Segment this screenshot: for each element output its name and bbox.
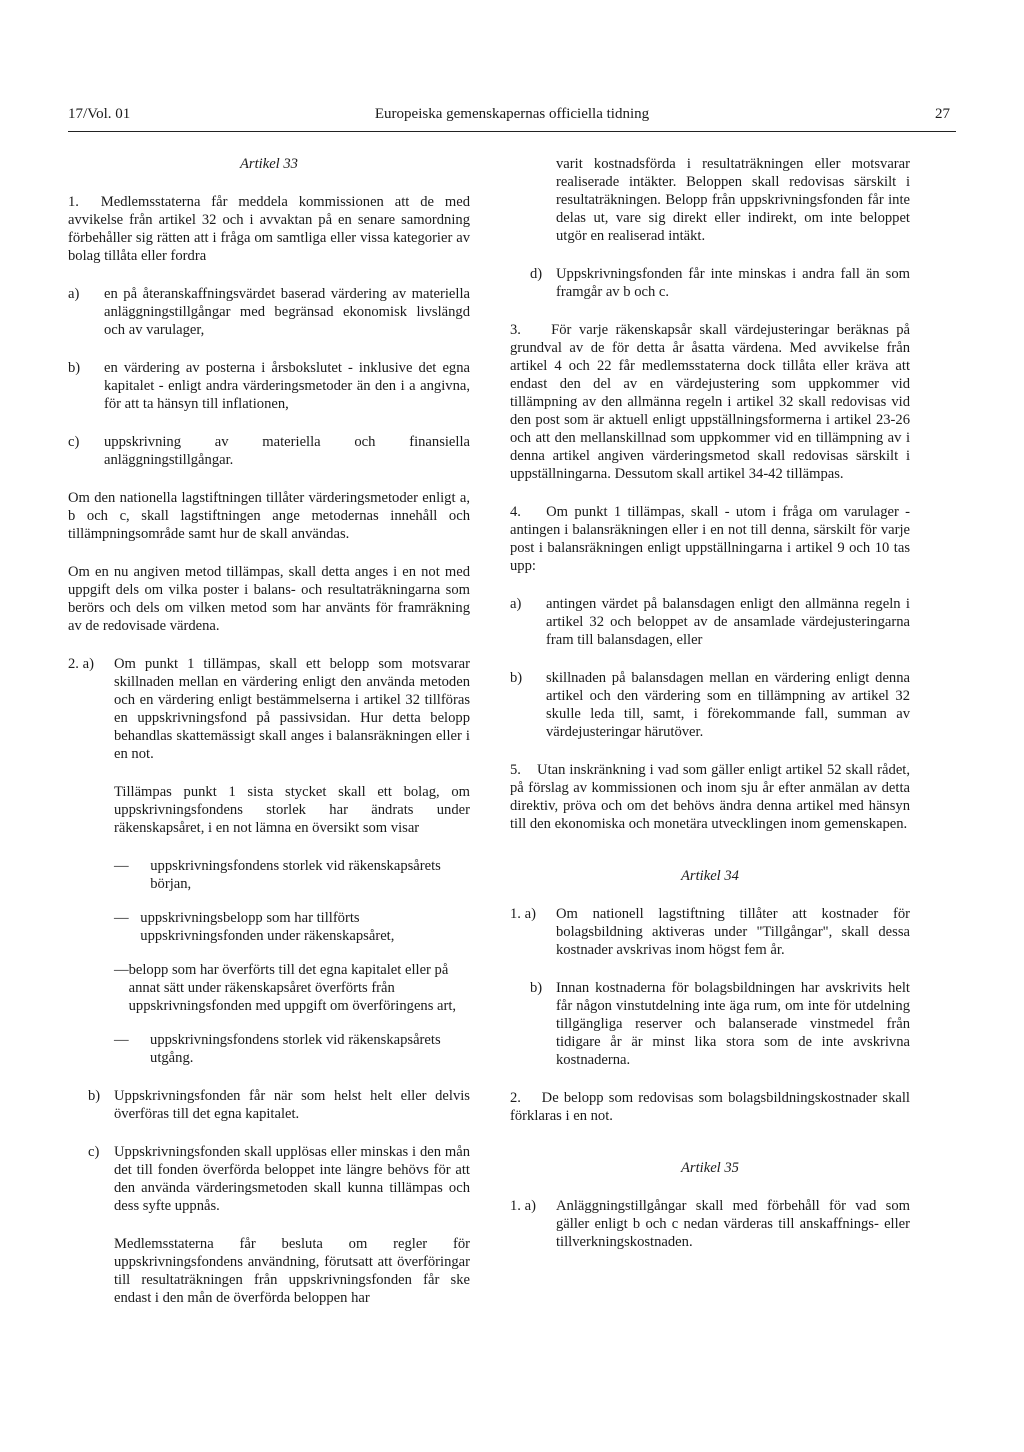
dash-item — [114, 1031, 470, 1067]
dash-text: uppskrivningsbelopp som har tillförts uppskrivningsfonden under räkenskapsåret, — [140, 910, 395, 944]
art33-para-2b — [88, 1087, 470, 1123]
item-label: c) — [68, 434, 80, 450]
item-text: Uppskrivningsfonden skall upplösas eller minskas i den mån det till fonden överförda beloppet inte längre behövs för att den använda värderingsmetoden skall kunna tillämpas och dess syfte uppnås. — [114, 1144, 470, 1214]
item-text: Uppskrivningsfonden får inte minskas i andra fall än som framgår av b och c. — [556, 266, 910, 300]
para-text: Om punkt 1 tillämpas, skall - utom i fråga om varulager - antingen i balansräkningen eller i en not till denna, särskilt för varje post i balansräkningen enligt uppställningarna i artikel 9 och 10 tas upp: — [510, 504, 911, 574]
item-label: 1. a) — [510, 906, 536, 922]
item-label: 2. a) — [68, 656, 94, 672]
dash-marker: — — [114, 1032, 129, 1048]
item-label: b) — [510, 670, 523, 686]
item-text: Innan kostnaderna för bolagsbildningen har avskrivits helt får någon vinstutdelning inte äga rum, om inte för utdelning tillgängliga reserver och balanserade vinstmedel från tidigare år är minst lika stora som de inte avskrivna kostnaderna. — [556, 980, 910, 1068]
para-number: 2. — [510, 1090, 521, 1106]
art33-item-c — [68, 433, 470, 469]
header-rule — [68, 131, 956, 132]
para-text: Utan inskränkning i vad som gäller enligt artikel 52 skall rådet, på förslag av kommissionen och inom sju år efter anmälan av detta direktiv, pröva och om det behövs ändra denna artikel med hänsyn till den ekonomiska och monetära utvecklingen inom gemenskapen. — [510, 762, 910, 832]
left-column — [68, 155, 470, 1327]
art33-para-5 — [510, 761, 910, 833]
art33-para-4 — [510, 503, 910, 575]
article-35-heading: Artikel 35 — [681, 1160, 739, 1176]
item-text: uppskrivning av materiella och finansiella anläggningstillgångar. — [104, 434, 470, 468]
para-text: Medlemsstaterna får meddela kommissionen att de med avvikelse från artikel 32 och i avvaktan på en senare samordning förbehåller sig rätten att i fråga om samtliga eller vissa kategorier av bolag tillåta eller fordra — [68, 194, 470, 264]
journal-title: Europeiska gemenskapernas officiella tidning — [374, 106, 650, 122]
dash-marker: — — [114, 910, 129, 926]
item-label: b) — [88, 1088, 101, 1104]
item-text: Anläggningstillgångar skall med förbehåll för vad som gäller enligt b och c nedan värderas till anskaffnings- eller tillverkningskostnaden. — [556, 1198, 910, 1250]
para-number: 4. — [510, 504, 521, 520]
para-number: 5. — [510, 762, 521, 778]
item-label: d) — [530, 266, 543, 282]
dash-item — [114, 961, 470, 1015]
item-label: a) — [68, 286, 80, 302]
article-33-heading: Artikel 33 — [240, 156, 298, 172]
continued-text: varit kostnadsförda i resultaträkningen eller motsvarar realiserade intäkter. Beloppen skall redovisas särskilt i resultaträkningen. Belopp från uppskrivningsfonden får inte delas ut, vare sig direkt eller indirekt, om inte beloppet utgör en realiserad intäkt. — [556, 156, 910, 244]
art33-item-b — [68, 359, 470, 413]
dash-text: uppskrivningsfondens storlek vid räkenskapsårets utgång. — [150, 1032, 441, 1066]
art33-item-a — [68, 285, 470, 339]
article-34-heading: Artikel 34 — [681, 868, 739, 884]
item-label: b) — [530, 980, 543, 996]
dash-item — [114, 857, 470, 893]
right-column — [510, 155, 910, 1271]
art33-para-1 — [68, 193, 470, 265]
item-text: skillnaden på balansdagen mellan en värdering enligt denna artikel och den värdering som en tillämpning av artikel 32 skulle leda till, samt, i förekommande fall, summan av värdejusteringar härutöver. — [546, 670, 910, 740]
item-text: en värdering av posterna i årsbokslutet - inklusive det egna kapitalet - enligt andra värderingsmetoder än den i a angivna, för att ta hänsyn till inflationen, — [104, 360, 470, 412]
page-header — [68, 106, 956, 128]
art34-para-1a — [510, 905, 910, 959]
art33-para-2d — [530, 265, 910, 301]
item-label: c) — [88, 1144, 100, 1160]
item-text: en på återanskaffningsvärdet baserad värdering av materiella anläggningstillgångar med begränsad ekonomisk livslängd och av varulager, — [104, 286, 470, 338]
page-number: 27 — [935, 106, 950, 122]
item-text: Om punkt 1 tillämpas, skall ett belopp som motsvarar skillnaden mellan en värdering enligt den använda metoden och en värdering enligt bestämmelserna i artikel 32 tillföras en uppskrivningsfond på passivsidan. Hur detta belopp behandlas skattemässigt skall anges i balansräkningen eller i en not. — [114, 656, 470, 762]
art33-para-2a-sub: Tillämpas punkt 1 sista stycket skall ett bolag, om uppskrivningsfondens storlek har ändrats under räkenskapsåret, i en not lämna en översikt som visar — [114, 784, 470, 836]
item-text: Om nationell lagstiftning tillåter att kostnader för bolagsbildning aktiveras under "Tillgångar", skall dessa kostnader avskrivas inom högst fem år. — [556, 906, 910, 958]
item-label: b) — [68, 360, 81, 376]
art33-para-2c — [88, 1143, 470, 1215]
art33-para-4a — [510, 595, 910, 649]
art33-para-method-note: Om en nu angiven metod tillämpas, skall detta anges i en not med uppgift dels om vilka poster i balans- och resultaträkningarna som berörs och dels om vilken metod som har använts för framräkning av de redovisade värdena. — [68, 564, 470, 634]
art33-para-3 — [510, 321, 910, 483]
item-label: a) — [510, 596, 522, 612]
art34-para-2 — [510, 1089, 910, 1125]
art34-para-1b — [530, 979, 910, 1069]
dash-item — [114, 909, 470, 945]
art33-para-2a — [68, 655, 470, 763]
dash-text: uppskrivningsfondens storlek vid räkenskapsårets början, — [150, 858, 441, 892]
item-label: 1. a) — [510, 1198, 536, 1214]
art33-para-national-law: Om den nationella lagstiftningen tillåter värderingsmetoder enligt a, b och c, skall lagstiftningen ange metodernas innehåll och tillämpningsområde samt hur de skall användas. — [68, 490, 470, 542]
para-number: 3. — [510, 322, 521, 338]
item-text: Uppskrivningsfonden får när som helst helt eller delvis överföras till det egna kapitalet. — [114, 1088, 470, 1122]
art35-para-1a — [510, 1197, 910, 1251]
art33-para-4b — [510, 669, 910, 741]
dash-marker: — — [114, 962, 129, 978]
art33-para-2c-sub: Medlemsstaterna får besluta om regler för uppskrivningsfondens användning, förutsatt att överföringar till resultaträkningen från uppskrivningsfonden får ske endast i den mån de överförda beloppen har — [114, 1236, 470, 1306]
para-text: För varje räkenskapsår skall värdejusteringar beräknas på grundval av de för detta år åsatta värdena. Med avvikelse från artikel 4 och 22 får medlemsstaterna dock tillåta eller kräva att endast den del av en värdejustering som uppkommer vid tillämpning av den allmänna regeln i artikel 32 skall redovisas vid den post som är aktuell enligt uppställningsformerna i artikel 23-26 och att den mellanskillnad som uppkommer vid en tillämpning av i denna artikel angiven värderingsmetod skall redovisas särskilt i uppställningarna. Dessutom skall artikel 34-42 tillämpas. — [510, 322, 910, 482]
dash-marker: — — [114, 858, 129, 874]
journal-volume: 17/Vol. 01 — [68, 106, 131, 122]
dash-text: belopp som har överförts till det egna kapitalet eller på annat sätt under räkenskapsåret överförts från uppskrivningsfonden med uppgift om överföringens art, — [128, 962, 457, 1014]
para-number: 1. — [68, 194, 79, 210]
item-text: antingen värdet på balansdagen enligt den allmänna regeln i artikel 32 och beloppet av de ansamlade värdejusteringarna fram till balansdagen, eller — [546, 596, 910, 648]
para-text: De belopp som redovisas som bolagsbildningskostnader skall förklaras i en not. — [510, 1090, 910, 1124]
